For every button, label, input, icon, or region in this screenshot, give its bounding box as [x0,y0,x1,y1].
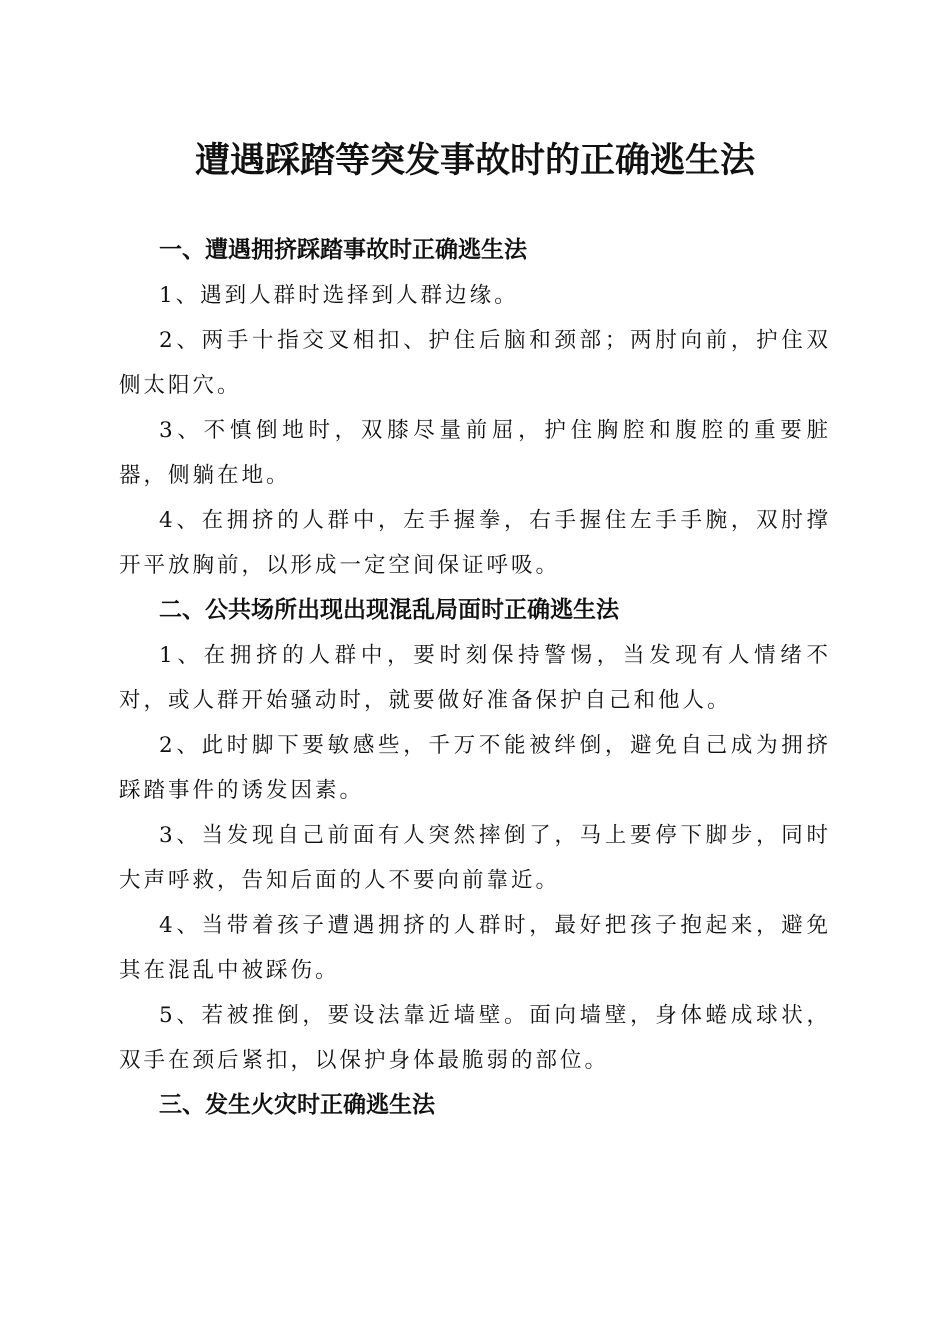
section-heading: 三、发生火灾时正确逃生法 [159,1092,435,1118]
list-item: 5、若被推倒，要设法靠近墙壁。面向墙壁，身体蜷成球状，双手在颈后紧扣，以保护身体最脆弱的部位。 [119,1003,831,1073]
section-heading: 一、遭遇拥挤踩踏事故时正确逃生法 [159,237,527,263]
list-item: 2、此时脚下要敏感些，千万不能被绊倒，避免自己成为拥挤踩踏事件的诱发因素。 [119,733,831,803]
list-item: 1、遇到人群时选择到人群边缘。 [159,283,519,308]
list-item: 1、在拥挤的人群中，要时刻保持警惕，当发现有人情绪不对，或人群开始骚动时，就要做好准备保护自己和他人。 [119,643,831,713]
document-title: 遭遇踩踏等突发事故时的正确逃生法 [194,140,755,181]
list-item: 2、两手十指交叉相扣、护住后脑和颈部；两肘向前，护住双侧太阳穴。 [119,328,831,398]
list-item: 4、当带着孩子遭遇拥挤的人群时，最好把孩子抱起来，避免其在混乱中被踩伤。 [119,913,831,983]
section-2 [119,588,831,1083]
list-item: 4、在拥挤的人群中，左手握拳，右手握住左手手腕，双肘撑开平放胸前，以形成一定空间保证呼吸。 [119,508,831,578]
list-item: 3、不慎倒地时，双膝尽量前屈，护住胸腔和腹腔的重要脏器，侧躺在地。 [119,418,831,488]
section-heading: 二、公共场所出现出现混乱局面时正确逃生法 [159,597,619,623]
list-item: 3、当发现自己前面有人突然摔倒了，马上要停下脚步，同时大声呼救，告知后面的人不要向前靠近。 [119,823,831,893]
section-1 [119,228,831,588]
section-3 [119,1083,831,1128]
document-body [119,228,831,1128]
